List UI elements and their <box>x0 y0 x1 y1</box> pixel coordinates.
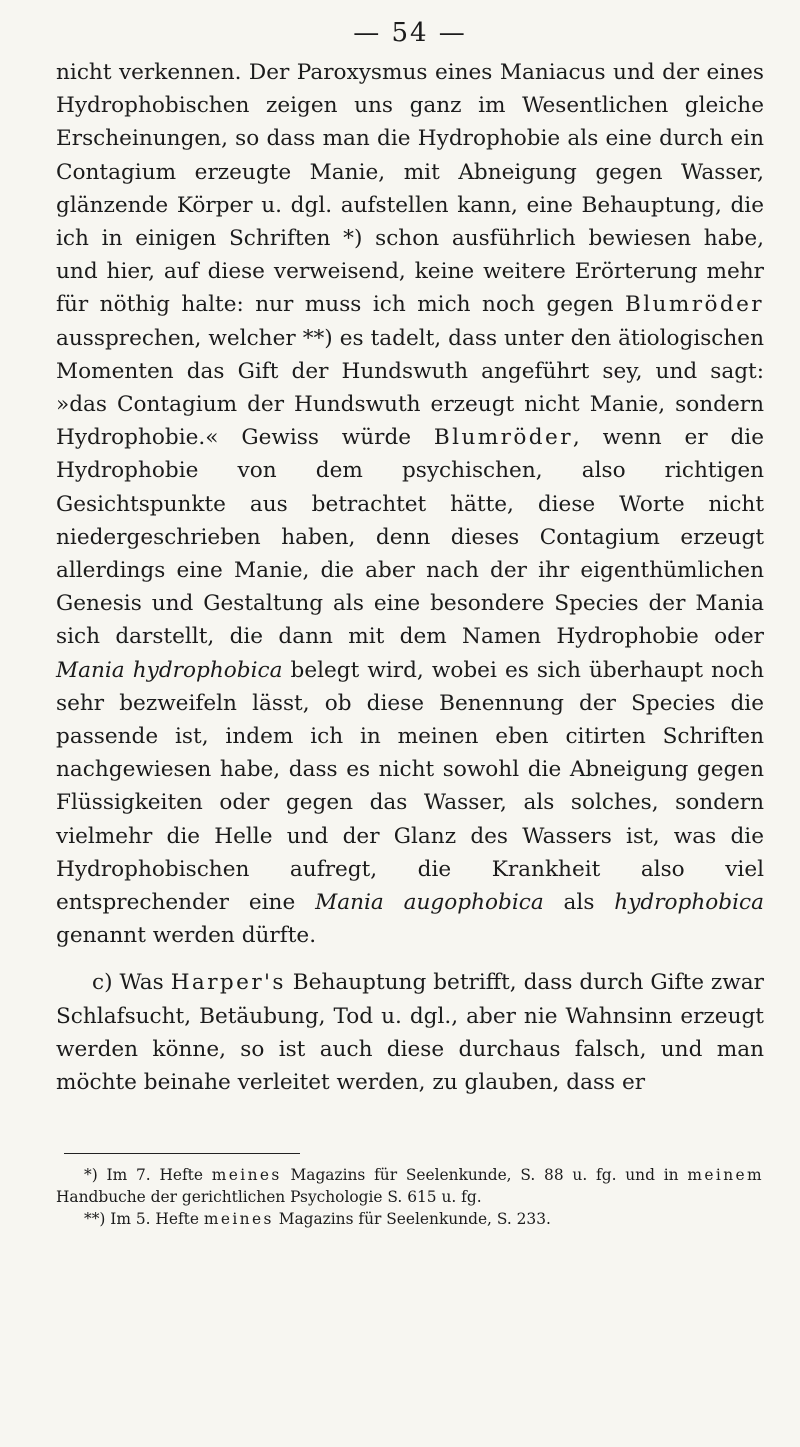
text-run: genannt werden dürfte. <box>56 923 317 949</box>
emphasis: meinem <box>687 1166 765 1185</box>
text-run: Magazins für Seelenkunde, S. 88 u. fg. und in <box>281 1166 688 1185</box>
text-run: Behauptung betrifft, dass durch Gifte zwar Schlafsucht, Betäubung, Tod u. dgl., aber nie Wahnsinn erzeugt werden könne, so ist auch diese durchaus falsch, und man möchte beinahe verleitet werden, zu glauben, dass er <box>56 970 764 1096</box>
latin-term: hydrophobica <box>614 890 764 916</box>
text-run: belegt wird, wobei es sich überhaupt noch sehr bezweifeln lässt, ob diese Benennung der Species die passende ist, indem ich in meinen eben citirten Schriften nachgewiesen habe, dass es nicht sowohl die Abneigung gegen Flüssigkeiten oder gegen das Wasser, als solches, sondern vielmehr die Helle und der Glanz des Wassers ist, was die Hydrophobischen aufregt, die Krankheit also viel entsprechender eine <box>56 657 764 916</box>
footnotes <box>56 1164 764 1230</box>
text-run: als <box>543 890 615 916</box>
footnote-divider <box>64 1153 300 1154</box>
paragraph-1 <box>56 56 764 952</box>
text-run: Handbuche der gerichtlichen Psychologie S. 615 u. fg. <box>56 1188 482 1207</box>
author-name: Harper's <box>170 970 286 996</box>
text-run: aussprechen, welcher **) es tadelt, dass unter den ätiologischen Momenten das Gift der Hundswuth angeführt sey, und sagt: »das Contagium der Hundswuth erzeugt nicht Manie, sondern Hydrophobie.« Gewiss würde <box>56 325 764 451</box>
author-name: Blumröder <box>433 425 573 451</box>
text-run: Magazins für Seelenkunde, S. 233. <box>273 1210 551 1229</box>
text-run: nicht verkennen. Der Paroxysmus eines Maniacus und der eines Hydrophobischen zeigen uns ganz im Wesentlichen gleiche Erscheinungen, so dass man die Hydrophobie als eine durch ein Contagium erzeugte Manie, mit Abneigung gegen Wasser, glänzende Körper u. dgl. aufstellen kann, eine Behauptung, die ich in einigen Schriften *) schon ausführlich bewiesen habe, und hier, auf diese verweisend, keine weitere Erörterung mehr für nöthig halte: nur muss ich mich noch gegen <box>56 60 764 318</box>
body-text <box>56 56 764 1099</box>
latin-term: Mania augophobica <box>315 890 544 916</box>
text-run: *) Im 7. Hefte <box>84 1166 212 1185</box>
footnote-2 <box>56 1208 764 1230</box>
emphasis: meines <box>203 1210 274 1229</box>
paragraph-2 <box>56 966 764 1099</box>
text-run: c) Was <box>92 970 171 996</box>
text-run: , wenn er die Hydrophobie von dem psychischen, also richtigen Gesichtspunkte aus betrachtet hätte, diese Worte nicht niedergeschrieben haben, denn dieses Contagium erzeugt allerdings eine Manie, die aber nach der ihr eigenthümlichen Genesis und Gestaltung als eine besondere Species der Mania sich darstellt, die dann mit dem Namen Hydrophobie oder <box>56 425 764 650</box>
book-page <box>56 18 764 1230</box>
footnote-1 <box>56 1164 764 1208</box>
author-name: Blumröder <box>624 292 764 318</box>
page-number: — 54 — <box>353 18 467 48</box>
emphasis: meines <box>211 1166 282 1185</box>
latin-term: Mania hydrophobica <box>56 657 283 683</box>
text-run: **) Im 5. Hefte <box>84 1210 204 1229</box>
